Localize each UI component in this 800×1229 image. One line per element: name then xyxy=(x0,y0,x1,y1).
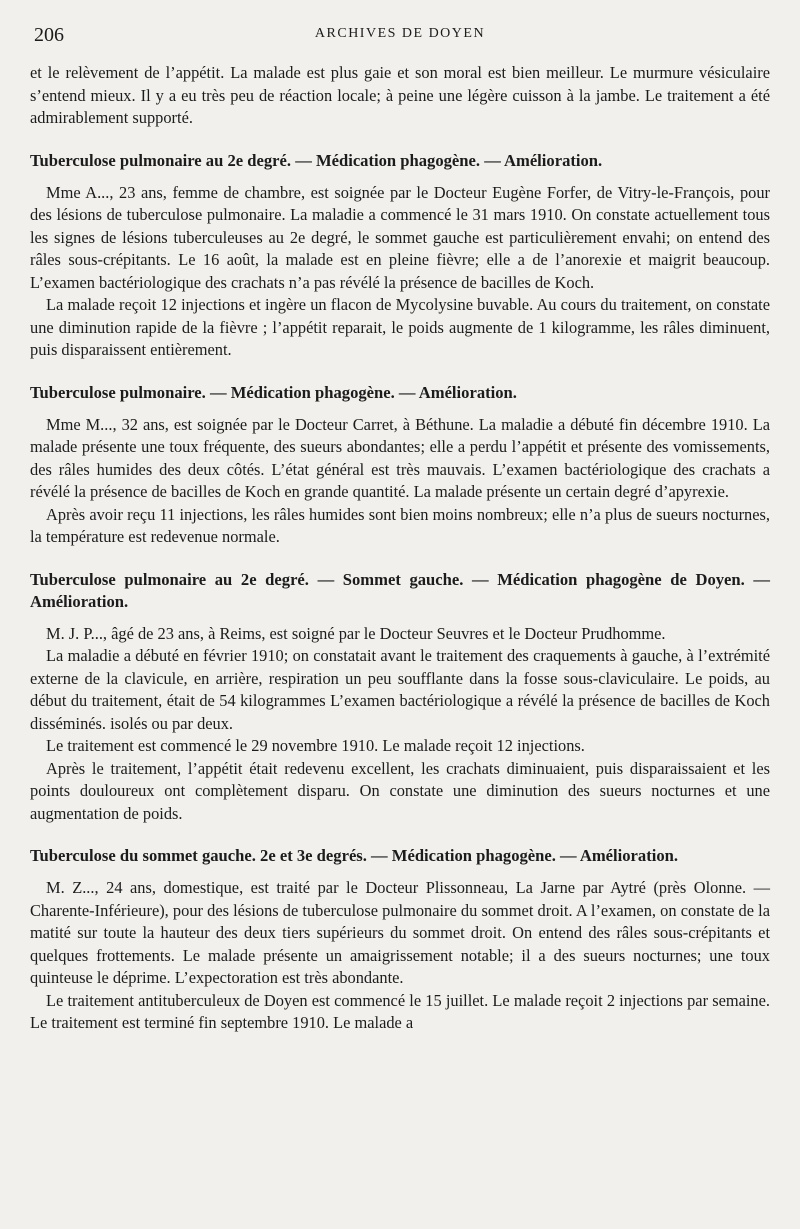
case-section xyxy=(30,150,770,362)
section-heading: Tuberculose pulmonaire au 2e degré. — Sommet gauche. — Médication phagogène de Doyen. — Amélioration. xyxy=(30,569,770,611)
case-section xyxy=(30,569,770,826)
section-heading: Tuberculose pulmonaire au 2e degré. — Médication phagogène. — Amélioration. xyxy=(30,150,603,170)
case-section xyxy=(30,382,770,549)
case-paragraph: La maladie a débuté en février 1910; on constatait avant le traitement des craquements à gauche, à l’extrémité externe de la clavicule, en arrière, respiration un peu soufflante dans la fosse sous-claviculaire. Le poids, au début du traitement, était de 54 kilogrammes L’examen bactériologique a révélé la présence de bacilles de Koch disséminés. isolés ou par deux. xyxy=(30,646,770,733)
case-paragraph: Après avoir reçu 11 injections, les râles humides sont bien moins nombreux; elle n’a plus de sueurs nocturnes, la température est redevenue normale. xyxy=(30,504,770,546)
intro-paragraph: et le relèvement de l’appétit. La malade est plus gaie et son moral est bien meilleur. Le murmure vésiculaire s’entend mieux. Il y a eu très peu de réaction locale; à peine une légère cuisson à la jambe. Le traitement a été admirablement supporté. xyxy=(30,63,770,127)
case-section xyxy=(30,845,770,1035)
case-paragraph: M. Z..., 24 ans, domestique, est traité par le Docteur Plissonneau, La Jarne par Aytré (près Olonne. — Charente-Inférieure), pour des lésions de tuberculose pulmonaire du sommet droit. A l’examen, on constate de la matité sur toute la hauteur des deux tiers supérieurs du sommet droit. On entend des râles sous-crépitants et quelques frottements. Le malade présente un amaigrissement notable; il a des sueurs nocturnes; une toux quinteuse le déprime. L’expectoration est très abondante. xyxy=(30,878,770,987)
case-paragraph: Mme M..., 32 ans, est soignée par le Docteur Carret, à Béthune. La maladie a débuté fin décembre 1910. La malade présente une toux fréquente, des sueurs abondantes; elle a perdu l’appétit et présente des vomissements, des râles humides des deux côtés. L’état général est très mauvais. L’examen bactériologique des crachats a révélé la présence de bacilles de Koch en grande quantité. La malade présente un certain degré d’apyrexie. xyxy=(30,414,770,501)
case-paragraph: La malade reçoit 12 injections et ingère un flacon de Mycolysine buvable. Au cours du traitement, on constate une diminution rapide de la fièvre ; l’appétit reparait, le poids augmente de 1 kilogramme, les râles diminuent, puis disparaissent entièrement. xyxy=(30,295,770,359)
running-head xyxy=(30,22,770,48)
case-paragraph: M. J. P..., âgé de 23 ans, à Reims, est soigné par le Docteur Seuvres et le Docteur Prudhomme. xyxy=(46,623,666,643)
case-paragraph: Après le traitement, l’appétit était redevenu excellent, les crachats diminuaient, puis disparaissaient et les points douloureux ont complètement disparu. On constate une diminution des sueurs nocturnes et une augmentation de poids. xyxy=(30,758,770,823)
case-paragraph: Mme A..., 23 ans, femme de chambre, est soignée par le Docteur Eugène Forfer, de Vitry-le-François, pour des lésions de tuberculose pulmonaire. La maladie a commencé le 31 mars 1910. On constate actuellement tous les signes de lésions tuberculeuses au 2e degré, le sommet gauche est particulièrement envahi; on entend des râles sous-crépitants. Le 16 août, la malade est en pleine fièvre; elle a de l’anorexie et maigrit beaucoup. L’examen bactériologique des crachats n’a pas révélé la présence de bacilles de Koch. xyxy=(30,182,770,292)
running-title: ARCHIVES DE DOYEN xyxy=(314,26,486,41)
case-paragraph: Le traitement antituberculeux de Doyen est commencé le 15 juillet. Le malade reçoit 2 injections par semaine. Le traitement est terminé fin septembre 1910. Le malade a xyxy=(30,990,770,1032)
case-paragraph: Le traitement est commencé le 29 novembre 1910. Le malade reçoit 12 injections. xyxy=(46,736,585,755)
section-heading: Tuberculose du sommet gauche. 2e et 3e degrés. — Médication phagogène. — Amélioration. xyxy=(30,846,679,865)
page-number: 206 xyxy=(34,24,64,46)
section-heading: Tuberculose pulmonaire. — Médication phagogène. — Amélioration. xyxy=(30,382,517,402)
